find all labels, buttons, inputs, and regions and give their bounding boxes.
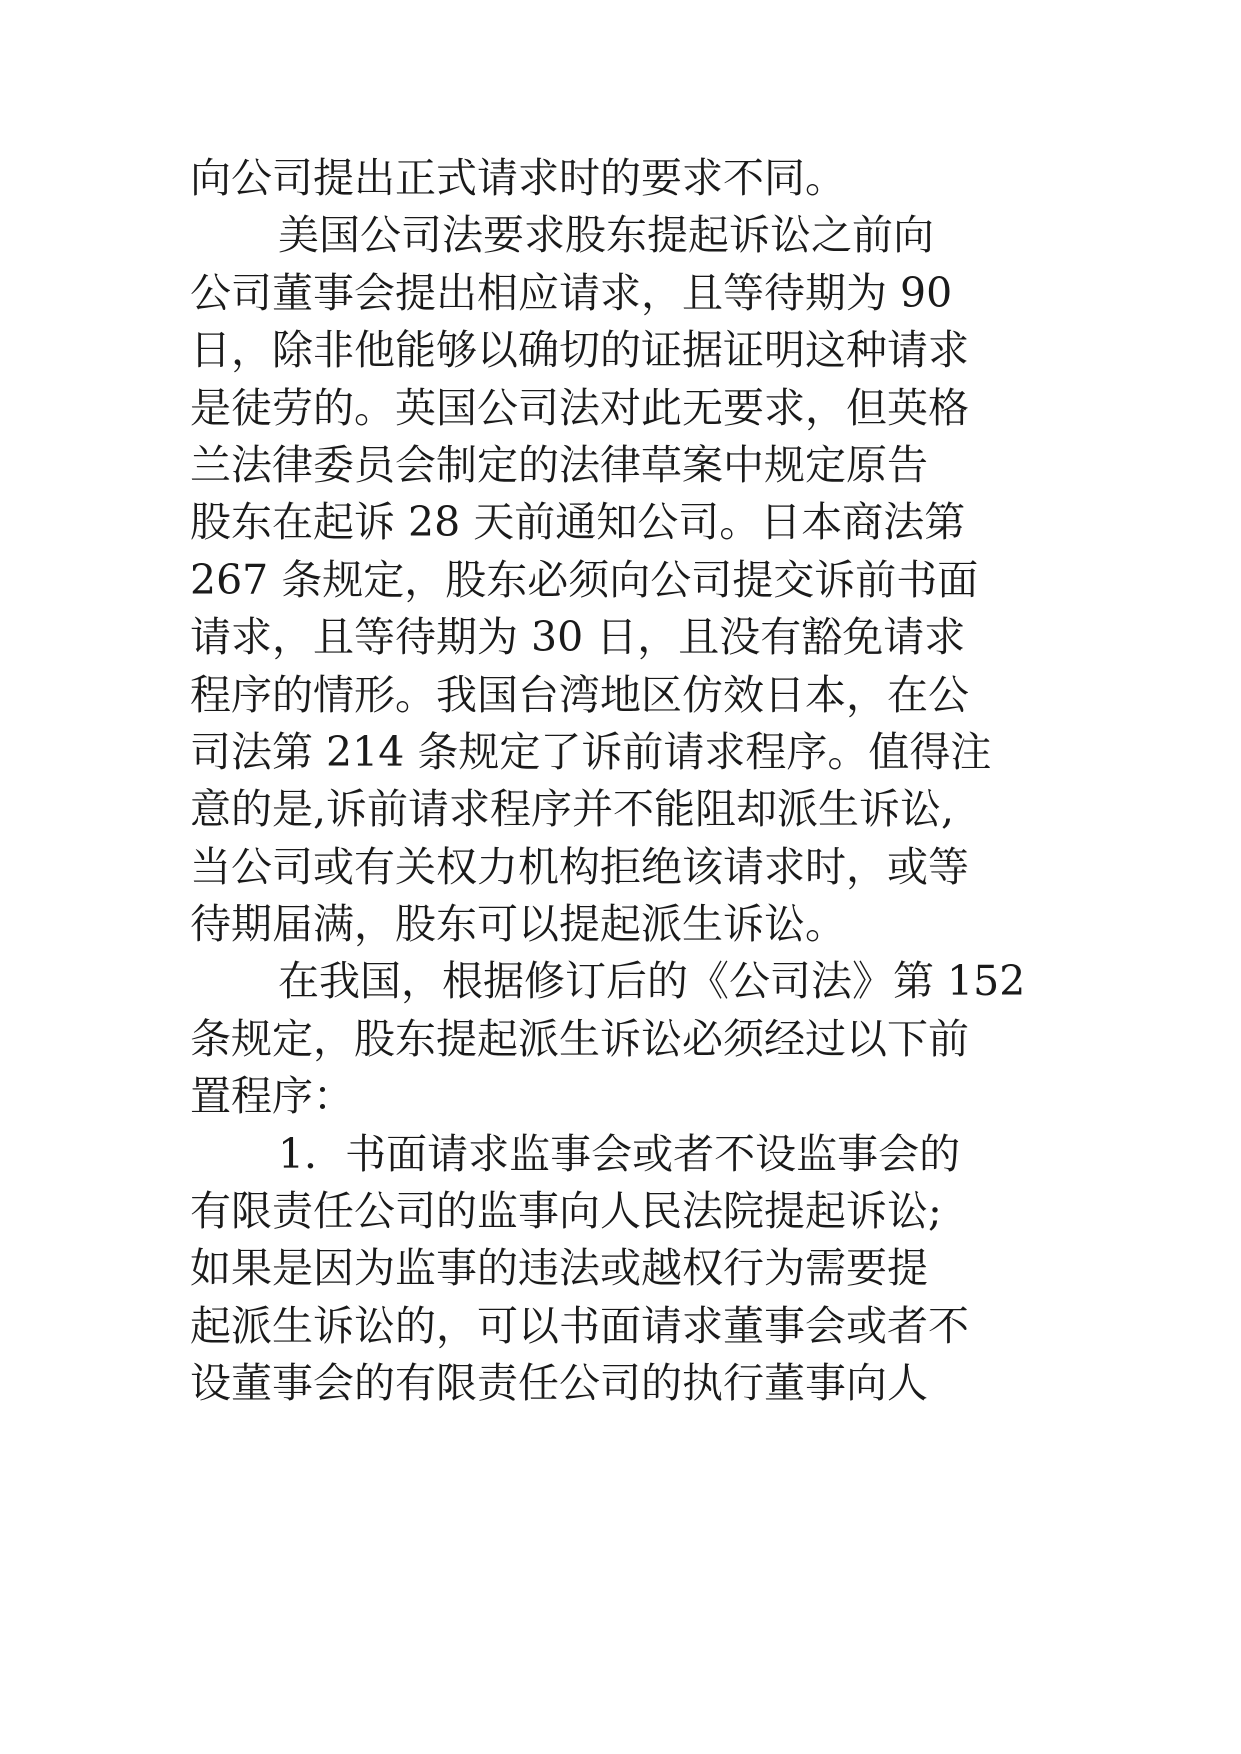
text-line: 请求，且等待期为 30 日，且没有豁免请求: [190, 613, 966, 662]
body-text: [190, 150, 1090, 1413]
text-line: 置程序：: [190, 1072, 354, 1121]
text-line: 当公司或有关权力机构拒绝该请求时，或等: [190, 842, 969, 891]
text-line: 日，除非他能够以确切的证据证明这种请求: [190, 326, 969, 375]
text-line: 兰法律委员会制定的法律草案中规定原告: [190, 440, 928, 489]
text-line: 设董事会的有限责任公司的执行董事向人: [190, 1359, 928, 1408]
text-line: 待期届满，股东可以提起派生诉讼。: [190, 900, 846, 949]
text-line: 是徒劳的。英国公司法对此无要求，但英格: [190, 383, 969, 432]
text-line: 司法第 214 条规定了诉前请求程序。值得注: [190, 727, 992, 776]
text-line: 267 条规定，股东必须向公司提交诉前书面: [190, 555, 979, 604]
text-line: 如果是因为监事的违法或越权行为需要提: [190, 1244, 928, 1293]
text-line: 意的是,诉前请求程序并不能阻却派生诉讼,: [190, 785, 955, 834]
text-line: 有限责任公司的监事向人民法院提起诉讼;: [190, 1187, 942, 1236]
text-line-paragraph-start: 在我国，根据修订后的《公司法》第 152: [278, 957, 1026, 1006]
text-line: 起派生诉讼的，可以书面请求董事会或者不: [190, 1301, 969, 1350]
text-line: 条规定，股东提起派生诉讼必须经过以下前: [190, 1014, 969, 1063]
text-line: 向公司提出正式请求时的要求不同。: [190, 154, 846, 202]
text-line: 股东在起诉 28 天前通知公司。日本商法第: [190, 498, 966, 547]
text-line: 程序的情形。我国台湾地区仿效日本，在公: [190, 670, 969, 719]
text-line-paragraph-start: 美国公司法要求股东提起诉讼之前向: [278, 211, 934, 260]
text-line: 公司董事会提出相应请求，且等待期为 90: [190, 268, 953, 317]
text-line-list-item-start: 1．书面请求监事会或者不设监事会的: [278, 1129, 961, 1178]
